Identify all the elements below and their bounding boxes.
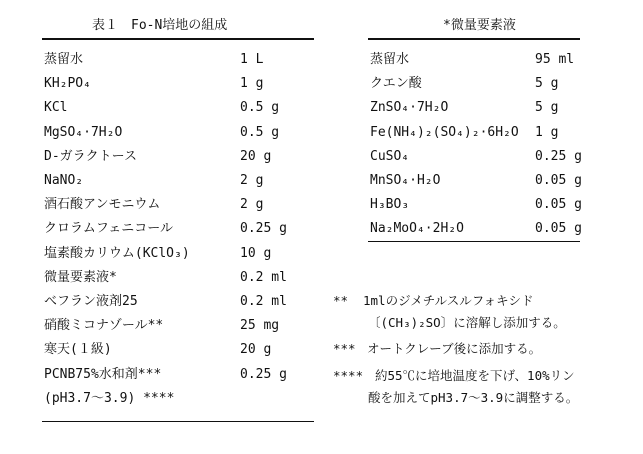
right-table-top-rule <box>368 38 580 40</box>
component-amount: 0.2 ml <box>240 269 287 285</box>
component-amount: 0.5 g <box>240 100 280 116</box>
left_table-row <box>44 74 314 94</box>
right-table-bottom-rule <box>368 241 580 242</box>
left_table-row <box>44 365 314 385</box>
left_table-row <box>44 50 314 70</box>
component-amount: 2 g <box>240 173 264 188</box>
left_table-row <box>44 244 314 264</box>
component-name: KH₂PO₄ <box>44 76 91 92</box>
component-amount: 0.05 g <box>535 173 582 188</box>
left_table-row <box>44 123 314 143</box>
note-mark: *** <box>333 341 356 356</box>
left_table-row <box>44 147 314 167</box>
component-amount: 0.5 g <box>240 124 280 140</box>
component-amount: 5 g <box>535 76 559 92</box>
right_table-row <box>370 219 640 239</box>
component-name: 塩素酸カリウム(KClO₃) <box>44 245 190 261</box>
component-amount: 0.05 g <box>535 221 582 237</box>
component-name: 蒸留水 <box>370 52 410 67</box>
left_table-row <box>44 268 314 288</box>
component-name: 寒天(１級) <box>44 342 112 358</box>
component-name: H₃BO₃ <box>370 197 410 213</box>
component-name: ZnSO₄·7H₂O <box>370 100 449 116</box>
right-table-title: *微量要素液 <box>443 18 516 33</box>
component-amount: 25 mg <box>240 318 280 334</box>
component-name: 蒸留水 <box>44 52 84 67</box>
component-name: クエン酸 <box>370 76 422 92</box>
component-amount: 20 g <box>240 342 272 358</box>
component-name: D-ガラクトース <box>44 148 138 164</box>
note-double-asterisk-continued: 〔(CH₃)₂SO〕に溶解し添加する。 <box>368 315 566 330</box>
component-name: MnSO₄·H₂O <box>370 173 441 188</box>
component-amount: 20 g <box>240 148 272 164</box>
component-name: PCNB75%水和剤*** <box>44 366 162 382</box>
left-table-bottom-rule <box>42 421 314 422</box>
component-amount: 0.25 g <box>240 366 287 382</box>
note-mark: **** <box>333 368 364 383</box>
left-table-title: 表１ Fo-N培地の組成 <box>92 18 228 33</box>
left_table-row <box>44 340 314 360</box>
component-amount: 5 g <box>535 100 559 116</box>
note-quad-asterisk-continued: 酸を加えてpH3.7～3.9に調整する。 <box>368 390 579 405</box>
note-text: 約55℃に培地温度を下げ、10%リン <box>375 368 575 383</box>
left_table-row <box>44 171 314 191</box>
left_table-row <box>44 389 314 409</box>
right_table-row <box>370 74 640 94</box>
component-amount: 10 g <box>240 245 272 261</box>
component-name: Na₂MoO₄·2H₂O <box>370 221 464 237</box>
component-name: NaNO₂ <box>44 173 84 188</box>
component-amount: 0.25 g <box>240 221 287 237</box>
note-mark: ** <box>333 293 349 308</box>
left-table-top-rule <box>42 38 314 40</box>
component-amount: 0.05 g <box>535 197 582 213</box>
component-name: クロラムフェニコール <box>44 221 173 237</box>
component-amount: 0.2 ml <box>240 294 287 309</box>
component-name: CuSO₄ <box>370 148 410 164</box>
component-name: 硝酸ミコナゾール** <box>44 318 164 334</box>
component-amount: 0.25 g <box>535 148 582 164</box>
right_table-row <box>370 147 640 167</box>
left_table-row <box>44 219 314 239</box>
component-amount: 1 g <box>535 124 559 140</box>
component-name: KCl <box>44 100 68 116</box>
right_table-row <box>370 171 640 191</box>
component-name: MgSO₄·7H₂O <box>44 124 123 140</box>
component-amount: 2 g <box>240 197 264 213</box>
note-text: 1mlのジメチルスルフォキシド <box>363 293 534 308</box>
component-name: 酒石酸アンモニウム <box>44 197 161 213</box>
left_table-row <box>44 195 314 215</box>
left_table-row <box>44 292 314 312</box>
right_table-row <box>370 123 640 143</box>
note-text: オートクレーブ後に添加する。 <box>367 341 542 356</box>
component-name: 微量要素液* <box>44 269 117 285</box>
component-amount: 95 ml <box>535 52 575 67</box>
component-amount: 1 L <box>240 52 264 67</box>
left_table-row <box>44 98 314 118</box>
component-amount: 1 g <box>240 76 264 92</box>
right_table-row <box>370 98 640 118</box>
right_table-row <box>370 195 640 215</box>
component-name: (pH3.7～3.9) **** <box>44 390 175 406</box>
component-name: ベフラン液剤25 <box>44 294 138 309</box>
right_table-row <box>370 50 640 70</box>
component-name: Fe(NH₄)₂(SO₄)₂·6H₂O <box>370 124 519 140</box>
left_table-row <box>44 316 314 336</box>
